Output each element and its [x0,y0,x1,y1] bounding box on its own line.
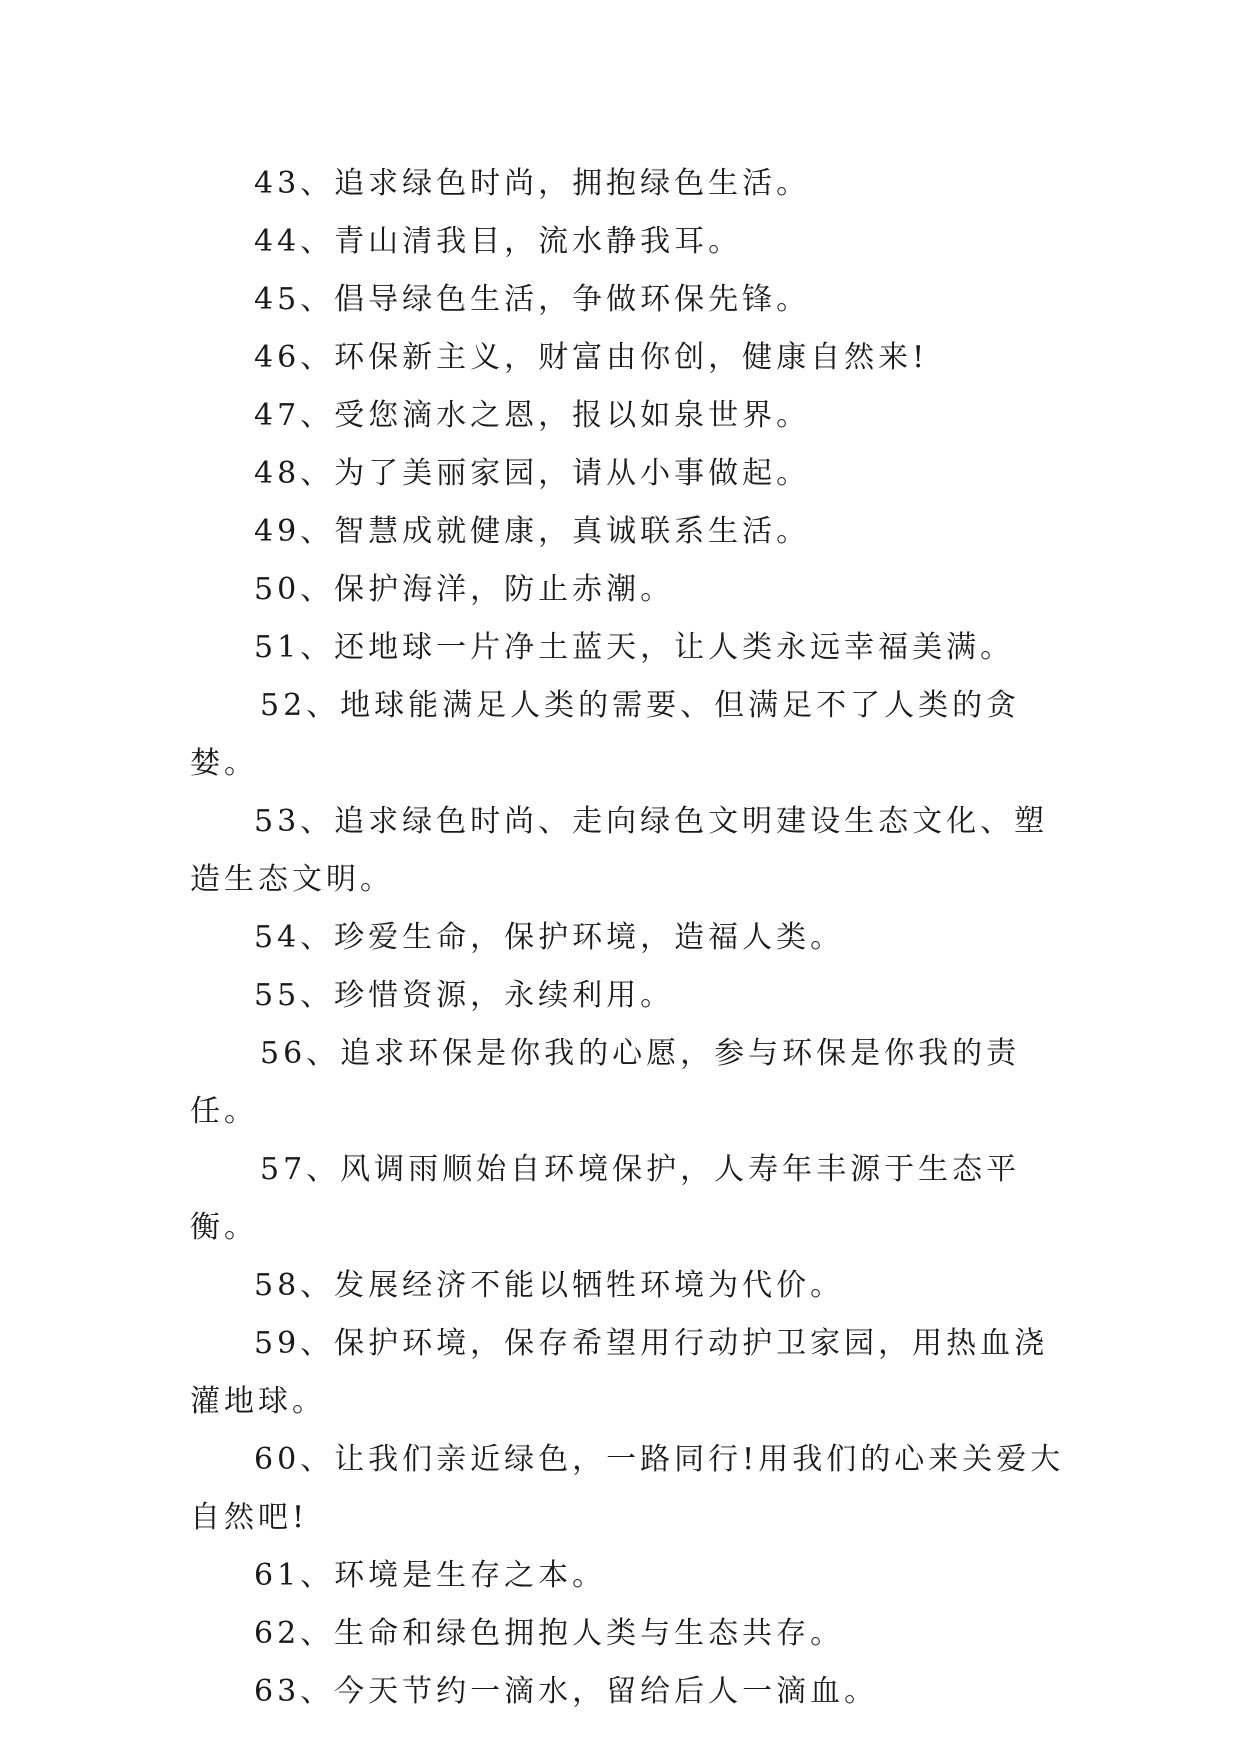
slogan-53: 53、追求绿色时尚、走向绿色文明建设生态文化、塑造生态文明。 [190,804,1049,897]
slogan-47: 47、受您滴水之恩，报以如泉世界。 [254,398,811,433]
slogan-62: 62、生命和绿色拥抱人类与生态共存。 [254,1616,845,1651]
slogan-52: 52、地球能满足人类的需要、但满足不了人类的贪婪。 [190,688,1021,781]
slogan-43: 43、追求绿色时尚，拥抱绿色生活。 [254,166,811,201]
slogan-50: 50、保护海洋，防止赤潮。 [254,572,675,607]
slogan-46: 46、环保新主义，财富由你创，健康自然来! [254,340,929,375]
slogan-51: 51、还地球一片净土蓝天，让人类永远幸福美满。 [254,630,1015,665]
slogan-60: 60、让我们亲近绿色，一路同行!用我们的心来关爱大自然吧! [190,1442,1065,1535]
slogan-63: 63、今天节约一滴水，留给后人一滴血。 [254,1674,879,1709]
slogan-57: 57、风调雨顺始自环境保护，人寿年丰源于生态平衡。 [190,1152,1021,1245]
slogan-48: 48、为了美丽家园，请从小事做起。 [254,456,811,491]
slogan-58: 58、发展经济不能以牺牲环境为代价。 [254,1268,845,1303]
slogan-61: 61、环境是生存之本。 [254,1558,607,1593]
document-body [190,155,1070,1721]
slogan-45: 45、倡导绿色生活，争做环保先锋。 [254,282,811,317]
slogan-59: 59、保护环境，保存希望用行动护卫家园，用热血浇灌地球。 [190,1326,1049,1419]
slogan-55: 55、珍惜资源，永续利用。 [254,978,675,1013]
slogan-49: 49、智慧成就健康，真诚联系生活。 [254,514,811,549]
slogan-44: 44、青山清我目，流水静我耳。 [254,224,743,259]
slogan-54: 54、珍爱生命，保护环境，造福人类。 [254,920,845,955]
slogan-56: 56、追求环保是你我的心愿，参与环保是你我的责任。 [190,1036,1021,1129]
